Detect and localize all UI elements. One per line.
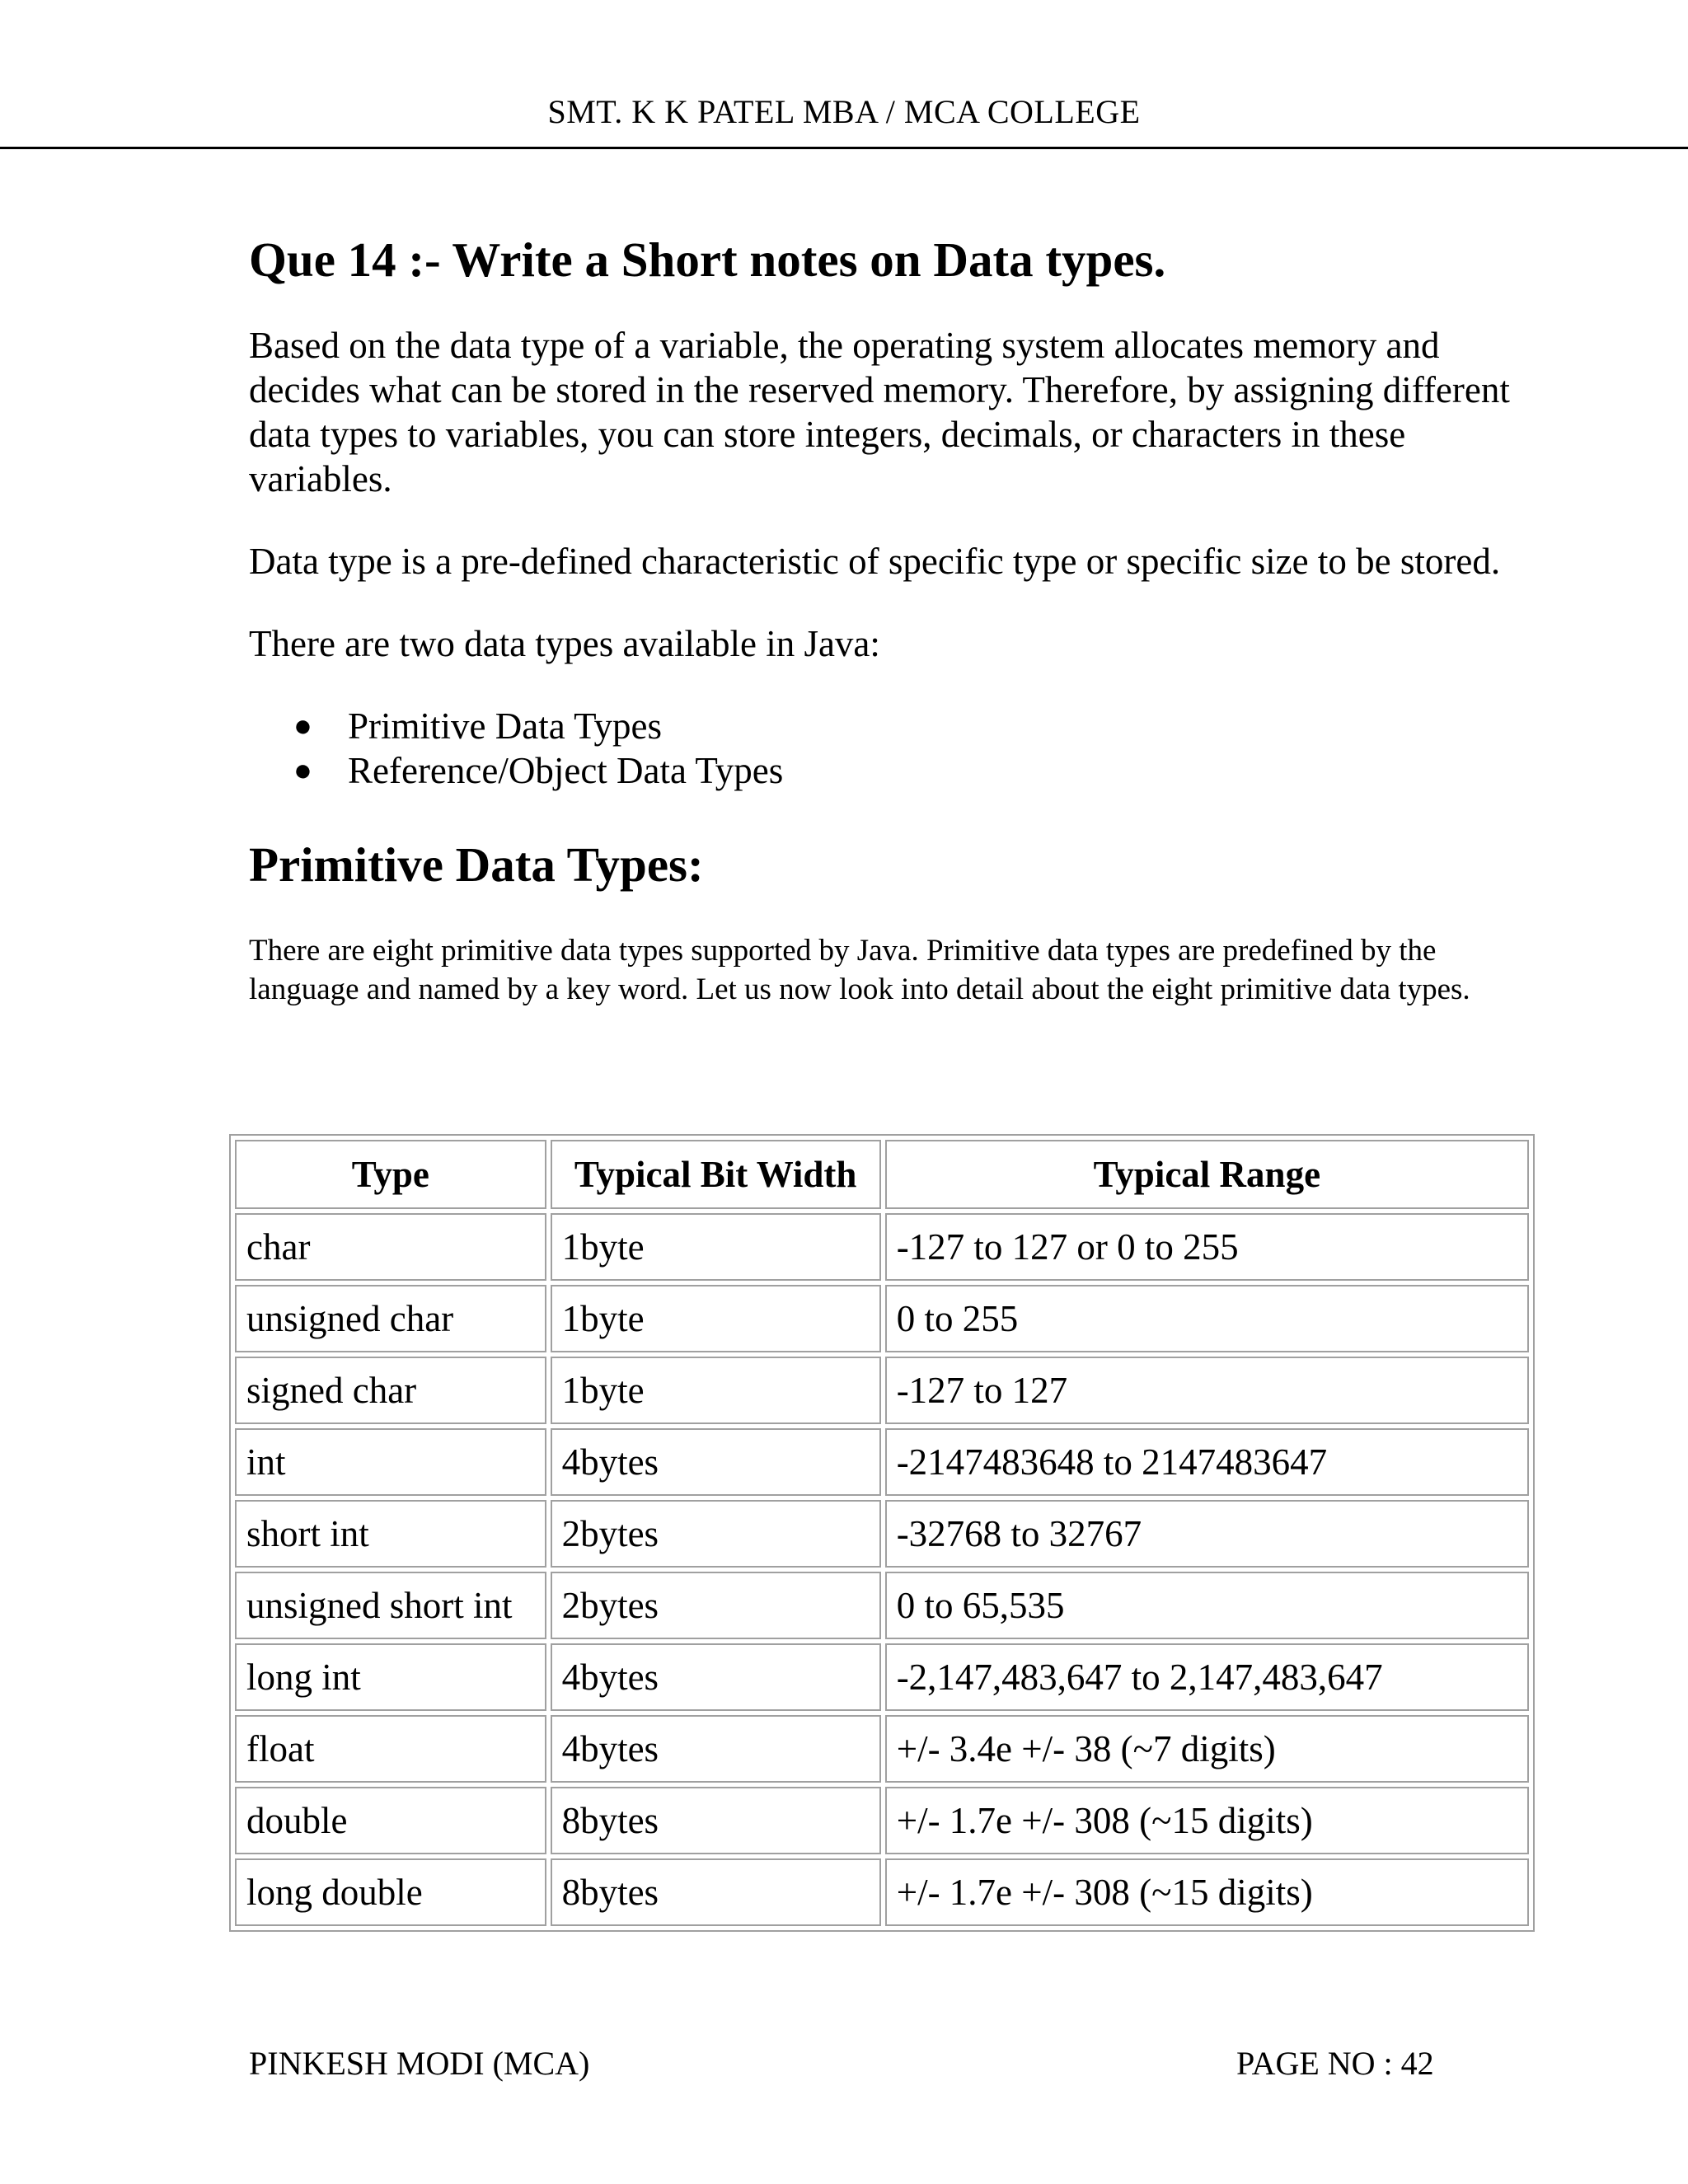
page-header: SMT. K K PATEL MBA / MCA COLLEGE [547,93,1141,130]
table-row [235,1572,1529,1639]
table-header-row [235,1140,1529,1209]
cell-type: double [235,1787,546,1854]
cell-range: +/- 3.4e +/- 38 (~7 digits) [885,1715,1529,1783]
cell-type: int [235,1428,546,1496]
table-row [235,1428,1529,1496]
cell-bit-width: 1byte [551,1357,881,1424]
section-title: Primitive Data Types: [249,837,704,892]
cell-range: +/- 1.7e +/- 308 (~15 digits) [885,1858,1529,1926]
table-row [235,1285,1529,1352]
footer-page-number: PAGE NO : 42 [1236,2045,1434,2082]
bullet-icon: ● [293,709,312,743]
table-row [235,1858,1529,1926]
cell-bit-width: 8bytes [551,1858,881,1926]
list-item [293,704,1551,748]
cell-bit-width: 2bytes [551,1500,881,1568]
data-type-list [249,704,1551,793]
cell-bit-width: 4bytes [551,1428,881,1496]
cell-type: unsigned short int [235,1572,546,1639]
cell-range: -2,147,483,647 to 2,147,483,647 [885,1643,1529,1711]
cell-range: -127 to 127 or 0 to 255 [885,1213,1529,1281]
cell-bit-width: 4bytes [551,1643,881,1711]
list-item-label: Primitive Data Types [348,705,662,747]
table-row [235,1357,1529,1424]
table-row [235,1500,1529,1568]
cell-range: +/- 1.7e +/- 308 (~15 digits) [885,1787,1529,1854]
cell-type: unsigned char [235,1285,546,1352]
paragraph-3: There are two data types available in Java: [249,623,880,664]
cell-type: float [235,1715,546,1783]
table-row [235,1213,1529,1281]
question-title: Que 14 :- Write a Short notes on Data types. [249,232,1166,287]
cell-type: short int [235,1500,546,1568]
table-row [235,1643,1529,1711]
cell-range: -127 to 127 [885,1357,1529,1424]
column-header-range: Typical Range [885,1140,1529,1209]
cell-type: signed char [235,1357,546,1424]
paragraph-2: Data type is a pre-defined characteristic of specific type or specific size to be stored. [249,541,1501,582]
cell-bit-width: 1byte [551,1213,881,1281]
column-header-type: Type [235,1140,546,1209]
cell-bit-width: 2bytes [551,1572,881,1639]
bullet-icon: ● [293,753,312,788]
table-row [235,1715,1529,1783]
data-types-table [229,1134,1535,1932]
cell-bit-width: 4bytes [551,1715,881,1783]
cell-range: 0 to 255 [885,1285,1529,1352]
cell-type: long double [235,1858,546,1926]
cell-type: long int [235,1643,546,1711]
cell-range: -32768 to 32767 [885,1500,1529,1568]
cell-range: 0 to 65,535 [885,1572,1529,1639]
column-header-bit-width: Typical Bit Width [551,1140,881,1209]
cell-type: char [235,1213,546,1281]
list-item-label: Reference/Object Data Types [348,750,784,791]
paragraph-1: Based on the data type of a variable, the operating system allocates memory and decides what can be stored in the reserved memory. Therefore, by assigning different data types to variables, you can store integers, decimals, or characters in these variables. [249,325,1510,499]
cell-bit-width: 1byte [551,1285,881,1352]
main-content [249,231,1551,1009]
footer-author: PINKESH MODI (MCA) [249,2045,590,2082]
header-divider [0,147,1688,149]
table-row [235,1787,1529,1854]
section-description: There are eight primitive data types supported by Java. Primitive data types are predefined by the language and named by a key word. Let us now look into detail about the eight primitive data types. [249,934,1470,1006]
cell-bit-width: 8bytes [551,1787,881,1854]
list-item [293,748,1551,793]
cell-range: -2147483648 to 2147483647 [885,1428,1529,1496]
